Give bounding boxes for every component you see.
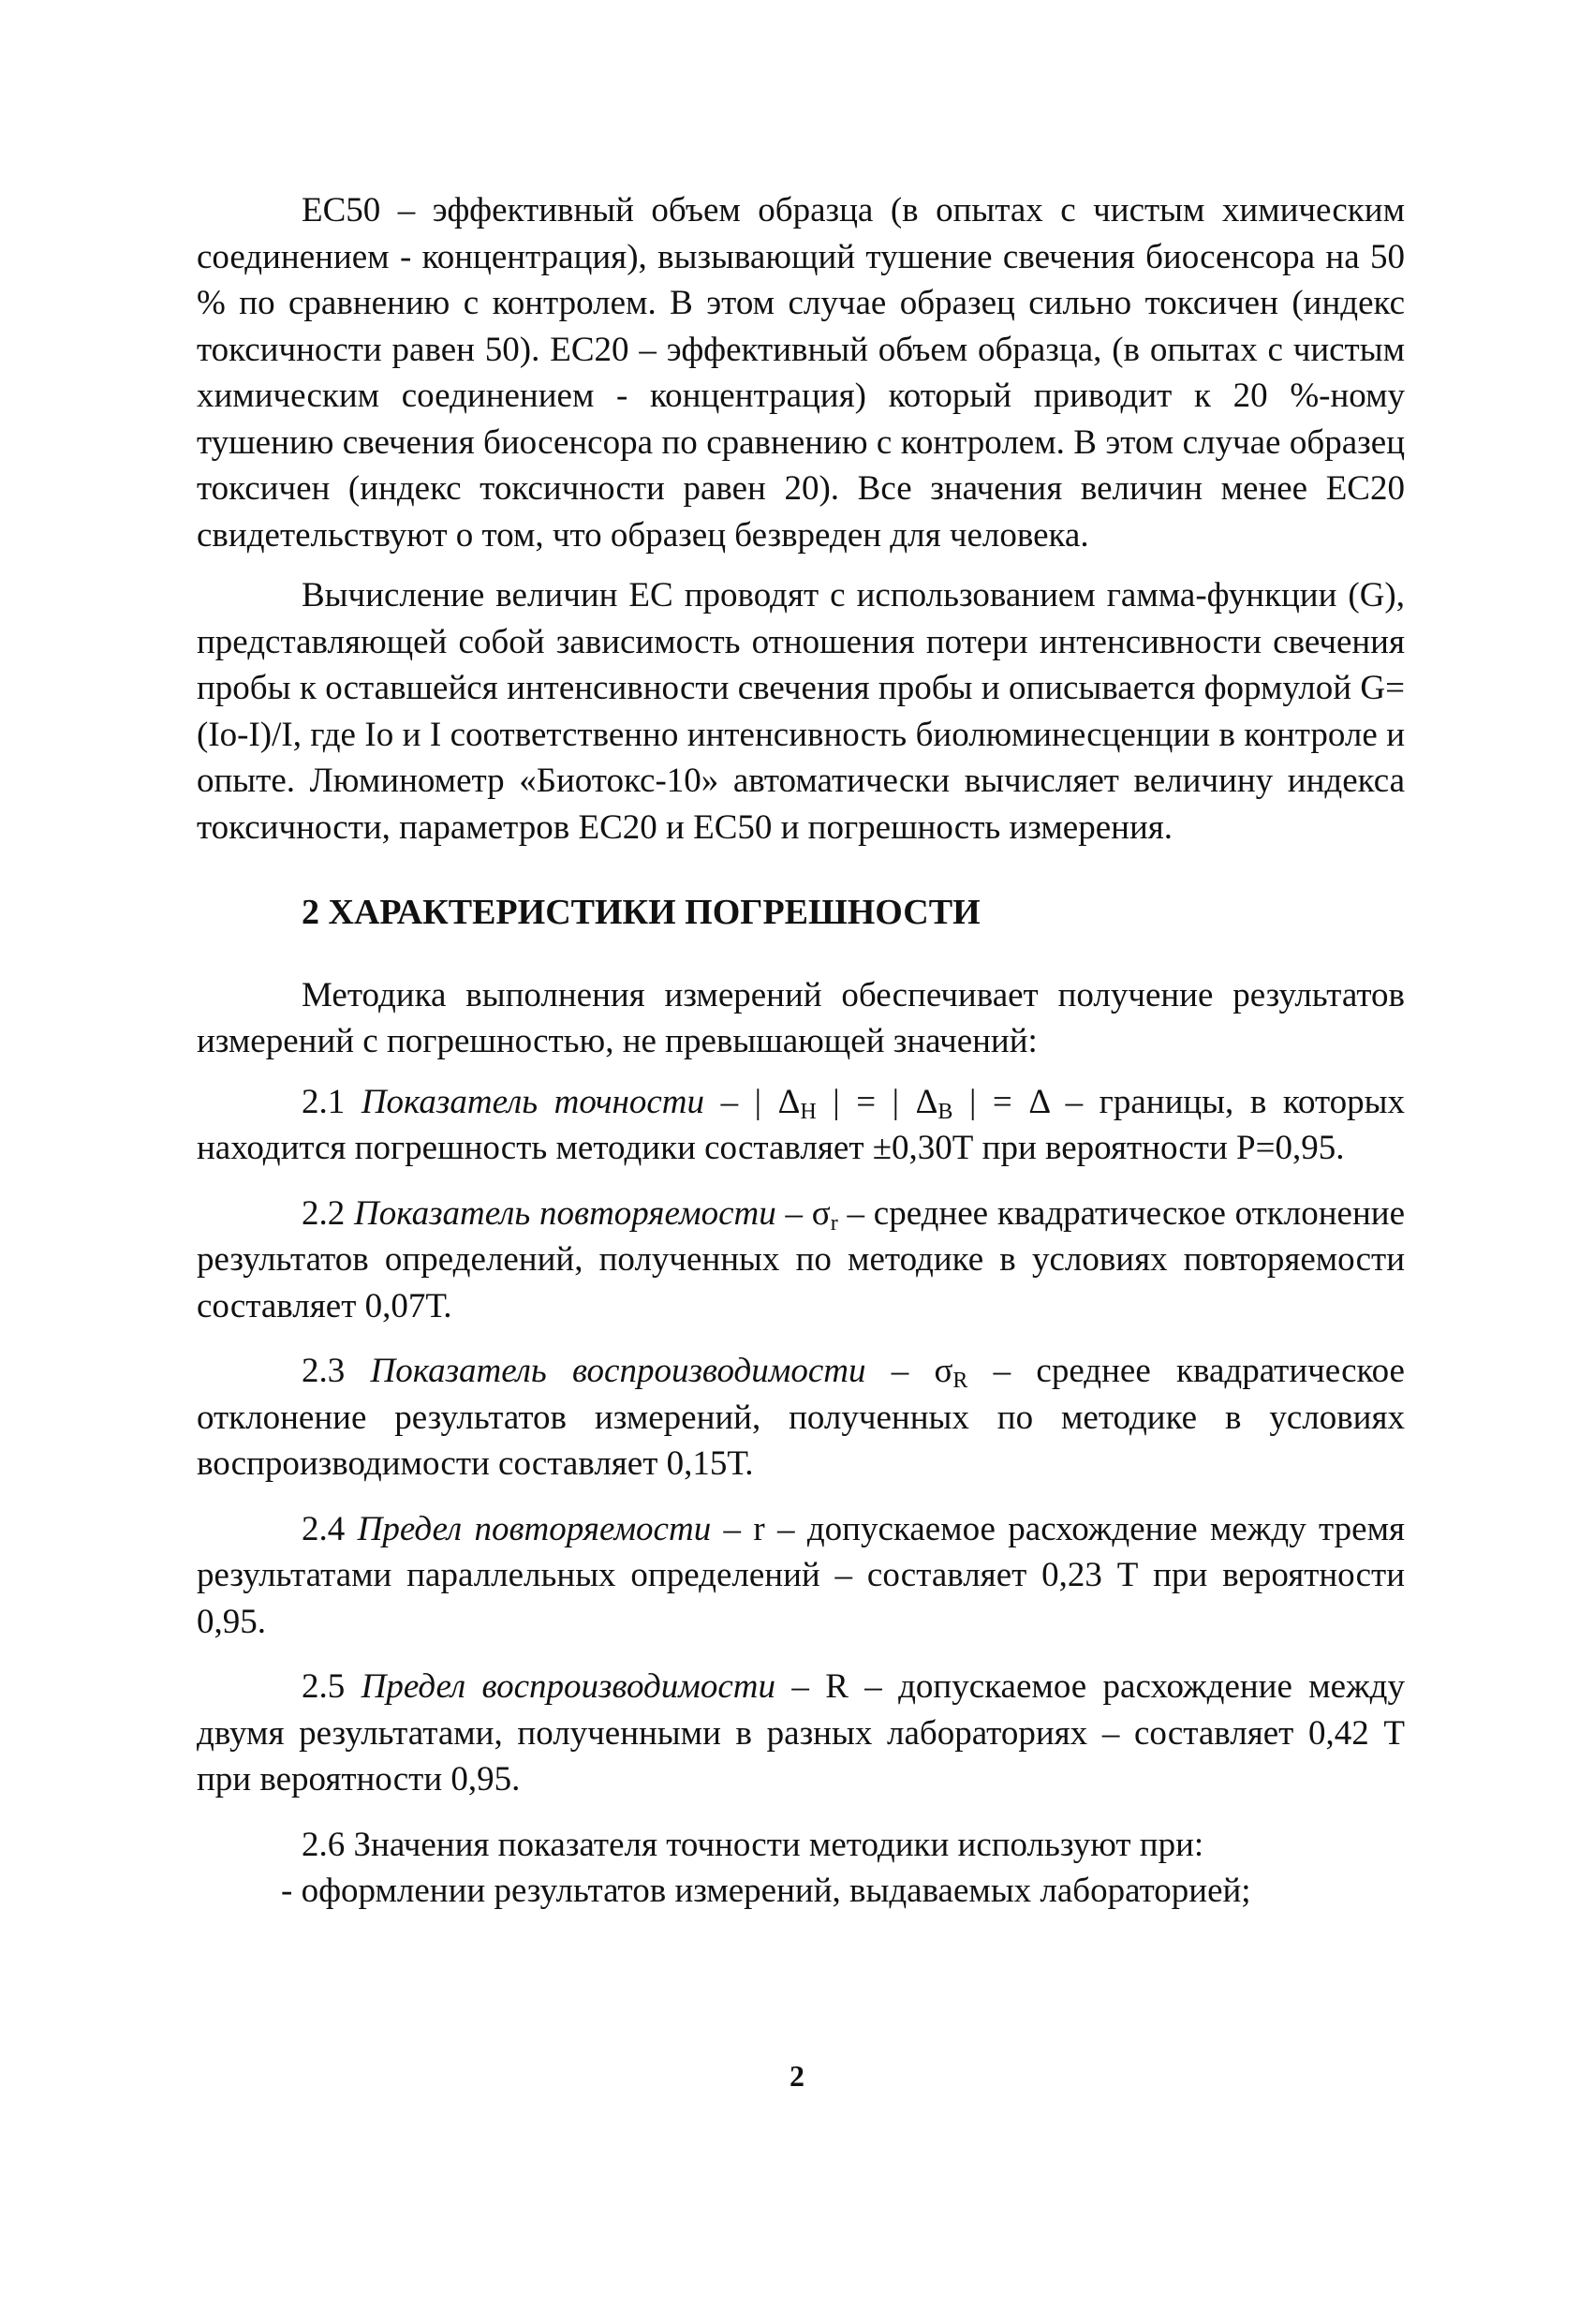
paragraph-ec50-ec20 bbox=[197, 187, 1405, 558]
item-term: Показатель воспроизводимости bbox=[370, 1352, 866, 1390]
paragraph-method-intro bbox=[197, 972, 1405, 1065]
item-number: 2.4 bbox=[302, 1509, 358, 1548]
bullet-item: - оформлении результатов измерений, выдаваемых лабораторией; bbox=[281, 1872, 1251, 1910]
item-text: – σ bbox=[865, 1352, 953, 1390]
paragraph-text: Методика выполнения измерений обеспечивает получение результатов измерений с погрешностью, не превышающей значений: bbox=[197, 975, 1405, 1060]
item-term: Предел повторяемости bbox=[357, 1509, 712, 1548]
item-number: 2.2 bbox=[302, 1193, 355, 1233]
paragraph-2-3-reproducibility bbox=[197, 1348, 1405, 1488]
item-term: Показатель точности bbox=[361, 1082, 705, 1121]
paragraph-text: EC50 – эффективный объем образца (в опытах с чистым химическим соединением - концентрация), вызывающий тушение свечения биосенсора на 50 % по сравнению с контролем. В этом случае образец сильно токсичен (индекс токсичности равен 50). EC20 – эффективный объем образца, (в опытах с чистым химическим соединением - концентрация) который приводит к 20 %-ному тушению свечения биосенсора по сравнению с контролем. В этом случае образец токсичен (индекс токсичности равен 20). Все значения величин менее EC20 свидетельствуют о том, что образец безвреден для человека. bbox=[197, 191, 1405, 555]
page-number: 2 bbox=[790, 2059, 804, 2093]
paragraph-gamma-function bbox=[197, 572, 1405, 851]
section-heading: 2 ХАРАКТЕРИСТИКИ ПОГРЕШНОСТИ bbox=[302, 893, 981, 932]
paragraph-2-1-accuracy bbox=[197, 1079, 1405, 1172]
subscript: r bbox=[830, 1210, 838, 1236]
item-text: – среднее квадратическое отклонение результатов измерений, полученных по методике в условиях воспроизводимости составляет 0,15Т. bbox=[197, 1352, 1405, 1483]
item-number: 2.3 bbox=[302, 1352, 371, 1390]
item-text: – R – допускаемое расхождение между двумя результатами, полученными в разных лабораториях – составляет 0,42 Т при вероятности 0,95. bbox=[197, 1667, 1405, 1799]
subscript: R bbox=[952, 1369, 968, 1393]
item-text: – σ bbox=[775, 1193, 831, 1233]
item-text: | = Δ – границы, в которых находится погрешность методики составляет ±0,30Т при вероятности Р=0,95. bbox=[197, 1082, 1406, 1167]
paragraph-2-4-repeatability-limit bbox=[197, 1506, 1405, 1646]
paragraph-text: 2.6 Значения показателя точности методики используют при: bbox=[302, 1825, 1204, 1864]
item-term: Показатель повторяемости bbox=[354, 1193, 776, 1233]
item-number: 2.5 bbox=[302, 1667, 362, 1706]
paragraph-2-2-repeatability bbox=[197, 1191, 1405, 1330]
item-number: 2.1 bbox=[302, 1082, 362, 1121]
subscript: Н bbox=[800, 1099, 817, 1124]
paragraph-2-5-reproducibility-limit bbox=[197, 1664, 1405, 1803]
page-content bbox=[197, 187, 1405, 1915]
paragraph-2-6-usage bbox=[197, 1822, 1405, 1869]
item-term: Предел воспроизводимости bbox=[361, 1667, 775, 1706]
paragraph-text: Вычисление величин ЕС проводят с использованием гамма-функции (G), представляющей собой зависимость отношения потери интенсивности свечения пробы к оставшейся интенсивности свечения пробы и описывается формулой G=(Io-I)/I, где Io и I соответственно интенсивность биолюминесценции в контроле и опыте. Люминометр «Биотокс-10» автоматически вычисляет величину индекса токсичности, параметров ЕС20 и ЕС50 и погрешность измерения. bbox=[197, 576, 1405, 847]
item-text: – среднее квадратическое отклонение результатов определений, полученных по методике в условиях повторяемости составляет 0,07Т. bbox=[197, 1193, 1405, 1325]
item-text: – | Δ bbox=[704, 1082, 801, 1121]
item-text: – r – допускаемое расхождение между тремя результатами параллельных определений – составляет 0,23 Т при вероятности 0,95. bbox=[197, 1509, 1406, 1641]
item-text: | = | Δ bbox=[816, 1082, 938, 1121]
subscript: В bbox=[937, 1099, 953, 1124]
